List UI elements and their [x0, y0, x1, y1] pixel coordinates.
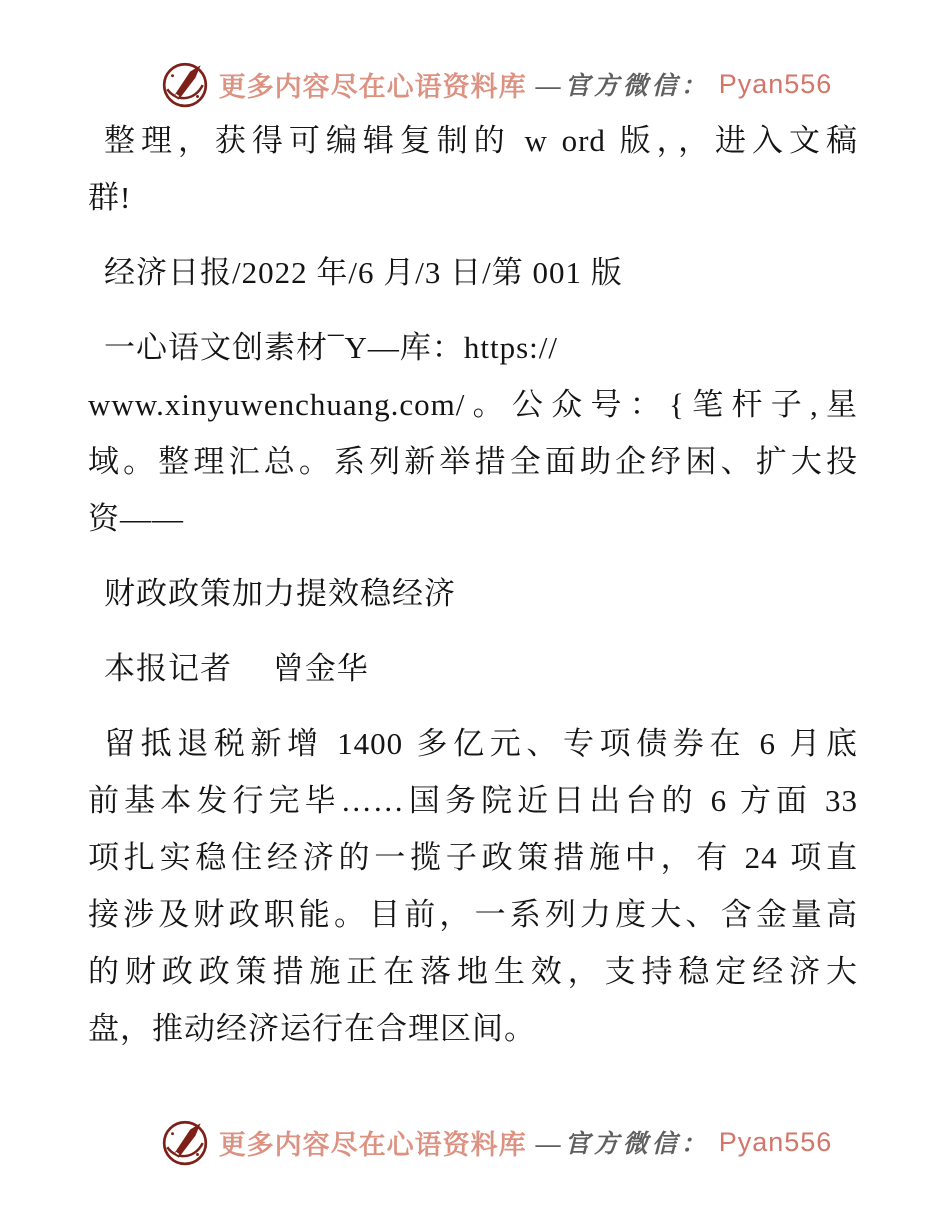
text-line: 前基本发行完毕……国务院近日出台的 6 方面 33 — [88, 783, 858, 818]
paragraph-intro — [88, 112, 858, 226]
source-line — [88, 244, 858, 301]
footer-watermark — [21, 1116, 950, 1168]
article-title — [88, 565, 858, 622]
watermark-wechat-id: Pyan556 — [718, 68, 833, 99]
text-line: 一心语文创素材¯Y—库：https:// — [104, 330, 559, 365]
watermark-channel-text: —官方微信： — [535, 1131, 710, 1158]
text-line: www.xinyuwenchuang.com/。公众号：{笔杆子,星 — [88, 387, 858, 422]
text-line: 本报记者 曾金华 — [104, 651, 369, 686]
xinyu-brand-logo-icon — [160, 58, 210, 110]
text-line: 的财政政策措施正在落地生效，支持稳定经济大 — [88, 954, 858, 989]
paragraph-main — [88, 715, 858, 1057]
paragraph-watermark-note — [88, 319, 858, 547]
text-line: 项扎实稳住经济的一揽子政策措施中，有 24 项直 — [88, 840, 858, 875]
text-line: 资—— — [88, 501, 184, 536]
text-line: 盘，推动经济运行在合理区间。 — [88, 1011, 536, 1046]
watermark-brand-text: 更多内容尽在心语资料库 — [218, 1129, 527, 1160]
text-line: 整理，获得可编辑复制的 w ord 版，，进入文稿 — [104, 123, 858, 158]
byline — [88, 640, 858, 697]
header-watermark — [21, 58, 950, 110]
article-body — [88, 112, 858, 1075]
text-line: 财政政策加力提效稳经济 — [104, 576, 456, 611]
watermark-brand-text: 更多内容尽在心语资料库 — [218, 71, 527, 102]
text-line: 群! — [88, 180, 132, 215]
xinyu-brand-logo-icon — [160, 1116, 210, 1168]
watermark-wechat-id: Pyan556 — [718, 1126, 833, 1157]
watermark-channel-text: —官方微信： — [535, 73, 710, 100]
text-line: 域。整理汇总。系列新举措全面助企纾困、扩大投 — [88, 444, 858, 479]
text-line: 留抵退税新增 1400 多亿元、专项债券在 6 月底 — [104, 726, 858, 761]
text-line: 接涉及财政职能。目前，一系列力度大、含金量高 — [88, 897, 858, 932]
text-line: 经济日报/2022 年/6 月/3 日/第 001 版 — [104, 255, 623, 290]
